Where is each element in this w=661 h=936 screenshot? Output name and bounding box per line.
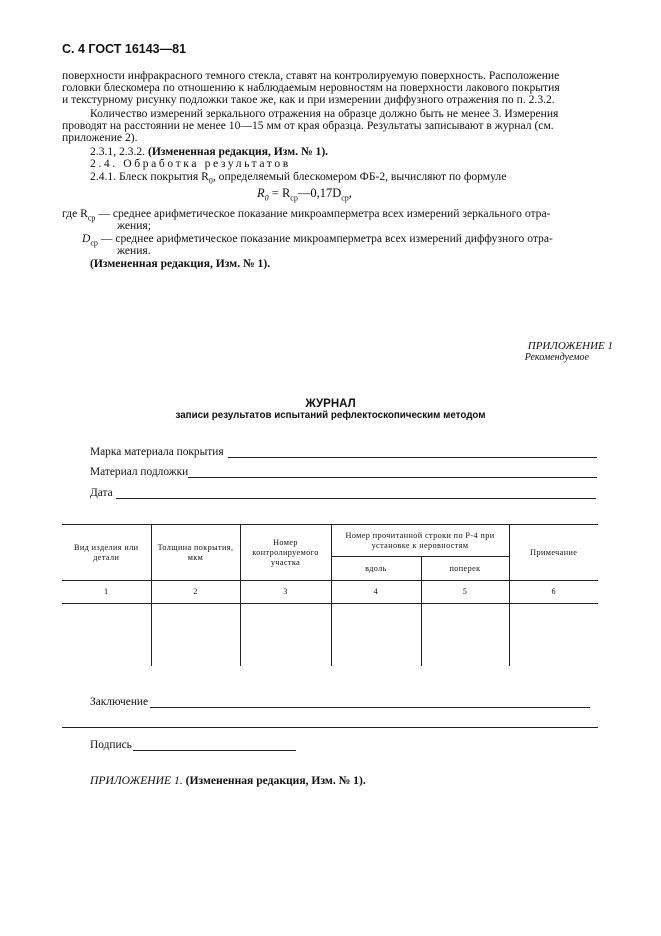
formula-part: = R	[268, 186, 291, 200]
column-number: 4	[331, 581, 421, 604]
formula-symbol: R	[257, 186, 265, 200]
clause-text: , определяемый блескомером ФБ-2, вычисляют по формуле	[212, 170, 507, 183]
table-cell[interactable]	[331, 604, 421, 667]
subscript: 0	[208, 176, 213, 186]
subscript: ср	[341, 193, 349, 203]
field-label-signature: Подпись	[90, 739, 132, 751]
clause-number: 2.3.1, 2.3.2.	[90, 145, 146, 158]
paragraph-line: и текстурному рисунку подложки такое же, как и при измерении диффузного отражения по п. 2.3.2.	[62, 93, 555, 106]
header-cell: Вид изделия или детали	[62, 525, 151, 581]
footer-amendment: (Измененная редакция, Изм. № 1).	[185, 774, 366, 787]
appendix-label	[525, 340, 613, 363]
paragraph-line: головки блескомера по отношению к наблюдаемым неровностям на поверхности лакового покрытия	[62, 81, 560, 94]
clause-text: 2.4.1. Блеск покрытия R	[90, 170, 209, 183]
table-cell[interactable]	[509, 604, 598, 667]
section-heading: 2.4. Обработка результатов	[90, 157, 291, 170]
amendment-note: (Измененная редакция, Изм. № 1).	[147, 145, 329, 158]
paragraph-line: приложение 2).	[62, 131, 138, 144]
field-line-substrate[interactable]	[188, 477, 597, 478]
journal-subtitle: записи результатов испытаний рефлектоскопическим методом	[175, 410, 486, 421]
journal-title: ЖУРНАЛ	[305, 398, 356, 410]
header-cell: поперек	[421, 557, 509, 581]
paragraph-line: Количество измерений зеркального отражения на образце должно быть не менее 3. Измерения	[90, 107, 559, 120]
table-cell[interactable]	[151, 604, 240, 667]
header-cell: вдоль	[331, 557, 421, 581]
footer-note	[90, 775, 366, 787]
paragraph-line: проводят на расстоянии не менее 10—15 мм от края образца. Результаты записывают в журнал (см.	[62, 119, 554, 132]
field-line-material[interactable]	[228, 457, 597, 458]
table-cell[interactable]	[240, 604, 331, 667]
field-line-signature[interactable]	[133, 750, 296, 751]
appendix-number: ПРИЛОЖЕНИЕ 1	[527, 340, 613, 352]
page-header: С. 4 ГОСТ 16143—81	[62, 42, 187, 56]
table-cell[interactable]	[421, 604, 509, 667]
subscript: 0	[264, 193, 269, 203]
field-line-date[interactable]	[116, 498, 596, 499]
subscript: ср	[90, 238, 98, 248]
footer-label: ПРИЛОЖЕНИЕ 1.	[90, 774, 183, 787]
where-text: — среднее арифметическое показание микроамперметра всех измерений диффузного отра-	[97, 232, 553, 245]
column-number: 2	[151, 581, 240, 604]
journal-table	[62, 524, 598, 666]
formula-part: ,	[348, 186, 352, 200]
field-label-date: Дата	[90, 487, 113, 499]
column-number: 5	[421, 581, 509, 604]
header-cell: Толщина покрытия, мкм	[151, 525, 240, 581]
where-text: где R	[62, 207, 88, 220]
field-line-conclusion-2[interactable]	[62, 727, 598, 728]
column-number: 1	[62, 581, 151, 604]
column-number: 6	[509, 581, 598, 604]
where-line-2-cont: жения.	[117, 244, 151, 257]
where-text: — среднее арифметическое показание микроамперметра всех измерений зеркального отра-	[95, 207, 551, 220]
where-line-2	[82, 233, 553, 250]
field-label-material: Марка материала покрытия	[90, 446, 224, 458]
header-cell: Примечание	[509, 525, 598, 581]
field-line-conclusion[interactable]	[150, 707, 590, 708]
field-label-conclusion: Заключение	[90, 696, 149, 708]
appendix-status: Рекомендуемое	[524, 352, 589, 363]
where-line-1-cont: жения;	[117, 219, 151, 232]
field-label-substrate: Материал подложки	[90, 466, 189, 478]
formula	[257, 186, 352, 203]
where-symbol: D	[82, 232, 91, 245]
subscript: ср	[87, 213, 96, 223]
amendment-note: (Измененная редакция, Изм. № 1).	[90, 257, 271, 270]
paragraph-line: поверхности инфракрасного темного стекла, ставят на контролируемую поверхность. Расположение	[62, 69, 560, 82]
column-number: 3	[240, 581, 331, 604]
subscript: ср	[290, 193, 298, 203]
header-cell: Номер контролируемого участка	[240, 525, 331, 581]
formula-part: —0,17D	[297, 186, 342, 200]
table-cell[interactable]	[62, 604, 151, 667]
header-cell: Номер прочитанной строки по Р-4 при установке к неровностям	[331, 525, 509, 557]
